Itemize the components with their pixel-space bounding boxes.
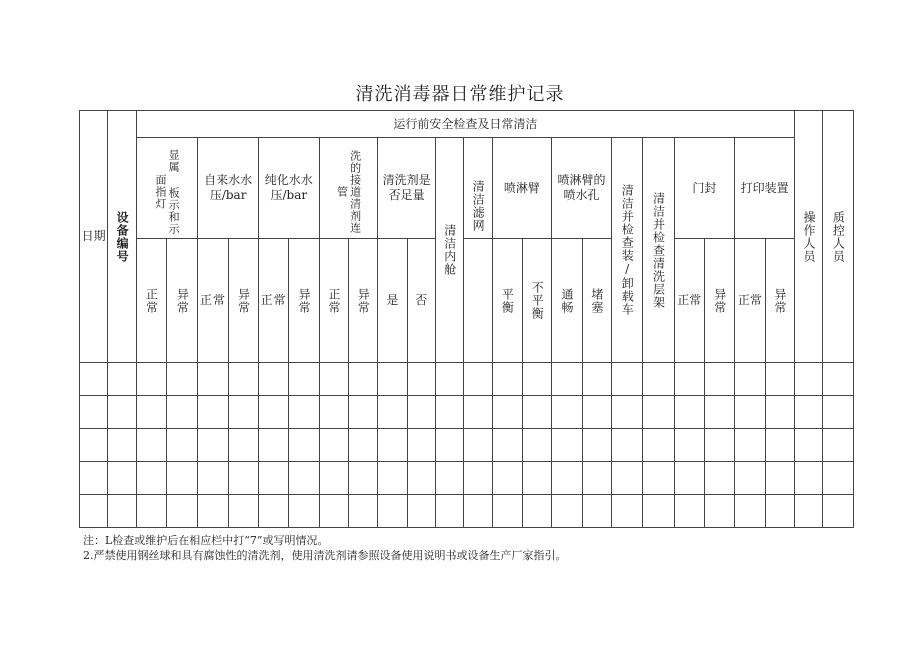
pipeline-normal: 正常	[326, 287, 341, 314]
record-cell[interactable]	[136, 396, 166, 429]
record-cell[interactable]	[378, 363, 407, 396]
record-cell[interactable]	[674, 462, 704, 495]
record-cell[interactable]	[435, 363, 463, 396]
filter-blank	[464, 239, 492, 363]
pure-abnormal: 异常	[297, 287, 312, 314]
record-cell[interactable]	[80, 429, 108, 462]
record-cell[interactable]	[552, 396, 582, 429]
record-cell[interactable]	[166, 462, 197, 495]
panel-abnormal: 异常	[175, 287, 190, 314]
record-cell[interactable]	[319, 363, 348, 396]
record-cell[interactable]	[492, 462, 522, 495]
record-cell[interactable]	[166, 495, 197, 528]
record-cell[interactable]	[643, 495, 674, 528]
operator-header: 操作人员	[795, 111, 823, 363]
record-cell[interactable]	[136, 495, 166, 528]
record-cell[interactable]	[552, 495, 582, 528]
record-cell[interactable]	[582, 396, 611, 429]
record-cell[interactable]	[80, 363, 108, 396]
record-cell[interactable]	[765, 396, 795, 429]
record-cell[interactable]	[735, 429, 765, 462]
record-cell[interactable]	[435, 462, 463, 495]
record-cell[interactable]	[823, 363, 854, 396]
record-cell[interactable]	[108, 462, 136, 495]
record-cell[interactable]	[765, 429, 795, 462]
record-cell[interactable]	[704, 462, 734, 495]
tap-abnormal: 异常	[236, 287, 251, 314]
record-cell[interactable]	[80, 462, 108, 495]
record-cell[interactable]	[228, 429, 258, 462]
record-cell[interactable]	[582, 363, 611, 396]
record-cell[interactable]	[198, 429, 228, 462]
record-cell[interactable]	[80, 396, 108, 429]
panel-header: 显属 板示和示面指灯	[136, 138, 198, 239]
record-cell[interactable]	[552, 363, 582, 396]
record-cell[interactable]	[435, 396, 463, 429]
record-cell[interactable]	[765, 363, 795, 396]
record-cell[interactable]	[643, 429, 674, 462]
record-cell[interactable]	[198, 462, 228, 495]
record-cell[interactable]	[108, 429, 136, 462]
record-cell[interactable]	[795, 363, 823, 396]
tap-normal: 正常	[199, 293, 226, 308]
table-row	[80, 363, 854, 396]
record-cell[interactable]	[80, 495, 108, 528]
record-cell[interactable]	[348, 495, 377, 528]
detergent-header: 清洗剂是否足量	[378, 138, 436, 239]
record-cell[interactable]	[522, 396, 551, 429]
arm-balanced: 平衡	[500, 287, 515, 314]
panel-normal: 正常	[144, 287, 159, 314]
record-cell[interactable]	[735, 363, 765, 396]
record-cell[interactable]	[407, 363, 435, 396]
pipeline-header: 洗的接道清剂连管	[319, 138, 378, 239]
record-cell[interactable]	[464, 429, 492, 462]
printer-abnormal: 异常	[773, 287, 788, 314]
table-row	[80, 495, 854, 528]
record-cell[interactable]	[136, 462, 166, 495]
door-normal: 正常	[677, 293, 702, 307]
note-line-1: 注：L检查或维护后在相应栏中打“7”或写明情况。	[83, 534, 329, 547]
record-cell[interactable]	[643, 396, 674, 429]
tap-water-header: 自来水水压/bar	[198, 138, 259, 239]
detergent-no: 否	[415, 293, 428, 307]
record-cell[interactable]	[674, 396, 704, 429]
record-cell[interactable]	[522, 429, 551, 462]
record-cell[interactable]	[319, 396, 348, 429]
printer-normal: 正常	[737, 293, 762, 307]
record-cell[interactable]	[378, 495, 407, 528]
record-cell[interactable]	[492, 396, 522, 429]
door-seal-header: 门封	[674, 138, 735, 239]
filter-header: 清洁滤网	[464, 138, 492, 239]
record-cell[interactable]	[552, 429, 582, 462]
record-cell[interactable]	[407, 462, 435, 495]
record-cell[interactable]	[582, 429, 611, 462]
hole-blocked: 堵塞	[589, 287, 604, 314]
record-cell[interactable]	[258, 462, 288, 495]
arm-unbalanced: 不平衡	[530, 281, 545, 320]
rack-header: 清洁并检查清洗层架	[643, 138, 674, 363]
record-cell[interactable]	[289, 396, 319, 429]
record-cell[interactable]	[522, 462, 551, 495]
record-cell[interactable]	[582, 495, 611, 528]
record-cell[interactable]	[611, 363, 642, 396]
record-cell[interactable]	[704, 363, 734, 396]
table-row	[80, 429, 854, 462]
record-cell[interactable]	[735, 462, 765, 495]
record-cell[interactable]	[348, 396, 377, 429]
record-cell[interactable]	[378, 396, 407, 429]
record-cell[interactable]	[522, 495, 551, 528]
table-row	[80, 462, 854, 495]
record-cell[interactable]	[704, 495, 734, 528]
record-cell[interactable]	[289, 495, 319, 528]
pipeline-abnormal: 异常	[356, 287, 371, 314]
record-cell[interactable]	[407, 429, 435, 462]
loading-cart-header: 清洁并检查装/卸载车	[611, 138, 642, 363]
record-cell[interactable]	[704, 396, 734, 429]
record-cell[interactable]	[258, 429, 288, 462]
record-rows	[80, 363, 854, 528]
record-cell[interactable]	[823, 429, 854, 462]
record-cell[interactable]	[611, 462, 642, 495]
pure-water-header: 纯化水水压/bar	[258, 138, 319, 239]
notes	[83, 533, 567, 563]
record-cell[interactable]	[166, 396, 197, 429]
record-cell[interactable]	[611, 396, 642, 429]
record-cell[interactable]	[795, 462, 823, 495]
record-cell[interactable]	[735, 495, 765, 528]
record-cell[interactable]	[407, 495, 435, 528]
record-cell[interactable]	[108, 396, 136, 429]
record-cell[interactable]	[108, 363, 136, 396]
record-cell[interactable]	[492, 363, 522, 396]
record-cell[interactable]	[582, 462, 611, 495]
record-cell[interactable]	[348, 363, 377, 396]
door-abnormal: 异常	[712, 287, 727, 314]
record-cell[interactable]	[435, 495, 463, 528]
record-cell[interactable]	[674, 363, 704, 396]
record-cell[interactable]	[611, 495, 642, 528]
record-cell[interactable]	[348, 429, 377, 462]
page-title: 清洗消毒器日常维护记录	[355, 84, 565, 105]
record-cell[interactable]	[674, 495, 704, 528]
record-cell[interactable]	[198, 396, 228, 429]
record-cell[interactable]	[319, 429, 348, 462]
record-cell[interactable]	[258, 363, 288, 396]
record-cell[interactable]	[674, 429, 704, 462]
record-cell[interactable]	[258, 495, 288, 528]
record-cell[interactable]	[348, 462, 377, 495]
date-header: 日期	[80, 111, 108, 363]
record-cell[interactable]	[378, 429, 407, 462]
qc-header: 质控人员	[823, 111, 854, 363]
spray-hole-header: 喷淋臂的喷水孔	[552, 138, 612, 239]
record-cell[interactable]	[765, 495, 795, 528]
record-cell[interactable]	[823, 396, 854, 429]
record-cell[interactable]	[823, 462, 854, 495]
detergent-yes: 是	[386, 293, 399, 307]
table-row	[80, 396, 854, 429]
record-cell[interactable]	[823, 495, 854, 528]
record-cell[interactable]	[228, 462, 258, 495]
record-cell[interactable]	[492, 429, 522, 462]
record-cell[interactable]	[319, 462, 348, 495]
record-cell[interactable]	[136, 429, 166, 462]
pure-normal: 正常	[260, 293, 287, 308]
record-cell[interactable]	[108, 495, 136, 528]
record-cell[interactable]	[795, 495, 823, 528]
device-header: 设备编号	[108, 111, 136, 363]
record-cell[interactable]	[704, 429, 734, 462]
record-cell[interactable]	[136, 363, 166, 396]
record-cell[interactable]	[552, 462, 582, 495]
record-cell[interactable]	[464, 495, 492, 528]
record-cell[interactable]	[289, 363, 319, 396]
note-line-2: 2.严禁使用钢丝球和具有腐蚀性的清洗剂，使用清洗剂请参照设备使用说明书或设备生产厂家指引。	[83, 549, 567, 562]
maintenance-record-table	[79, 110, 854, 528]
inner-chamber-header: 清洁内舱	[435, 138, 463, 363]
hole-smooth: 通畅	[560, 287, 575, 314]
record-cell[interactable]	[228, 495, 258, 528]
group-header: 运行前安全检查及日常清洁	[136, 111, 795, 138]
record-cell[interactable]	[289, 462, 319, 495]
printer-header: 打印装置	[735, 138, 795, 239]
record-cell[interactable]	[735, 396, 765, 429]
record-cell[interactable]	[407, 396, 435, 429]
record-cell[interactable]	[464, 363, 492, 396]
record-cell[interactable]	[522, 363, 551, 396]
record-cell[interactable]	[258, 396, 288, 429]
record-cell[interactable]	[289, 429, 319, 462]
record-cell[interactable]	[643, 462, 674, 495]
record-cell[interactable]	[228, 396, 258, 429]
record-cell[interactable]	[198, 363, 228, 396]
record-cell[interactable]	[435, 429, 463, 462]
record-cell[interactable]	[611, 429, 642, 462]
record-cell[interactable]	[198, 495, 228, 528]
record-cell[interactable]	[464, 462, 492, 495]
record-cell[interactable]	[795, 396, 823, 429]
record-cell[interactable]	[464, 396, 492, 429]
record-cell[interactable]	[319, 495, 348, 528]
record-cell[interactable]	[166, 429, 197, 462]
record-cell[interactable]	[643, 363, 674, 396]
record-cell[interactable]	[378, 462, 407, 495]
spray-arm-header: 喷淋臂	[492, 138, 552, 239]
record-cell[interactable]	[228, 363, 258, 396]
record-cell[interactable]	[765, 462, 795, 495]
record-cell[interactable]	[492, 495, 522, 528]
record-cell[interactable]	[795, 429, 823, 462]
record-cell[interactable]	[166, 363, 197, 396]
